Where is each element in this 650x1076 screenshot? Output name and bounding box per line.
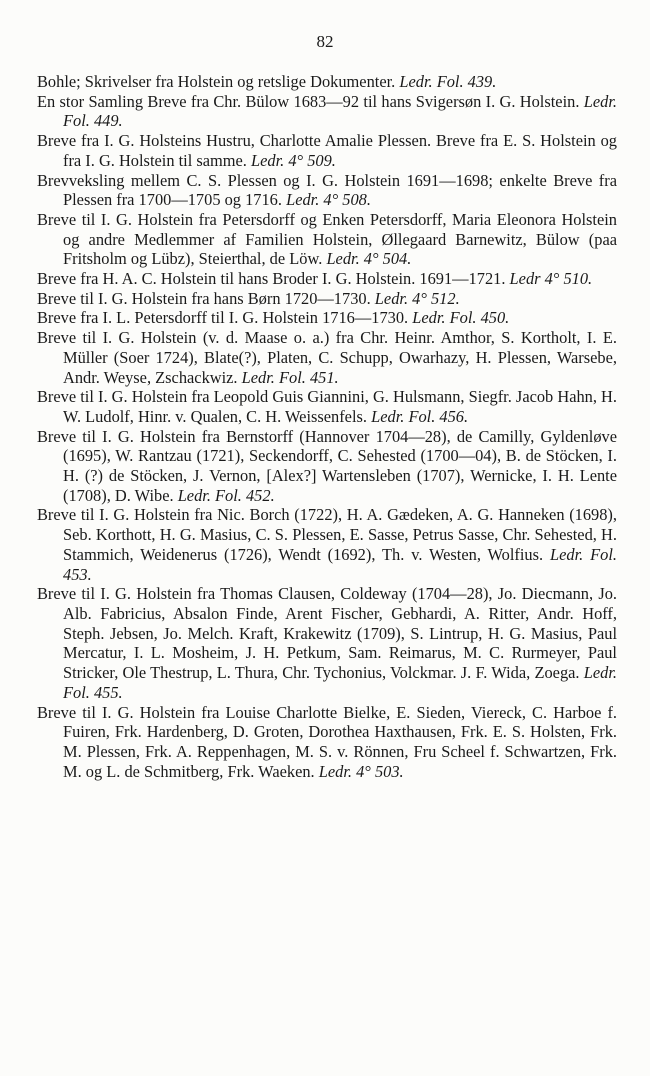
catalog-entry — [37, 584, 617, 702]
catalog-entry — [37, 387, 617, 426]
catalog-entry — [37, 269, 617, 289]
entry-text: Breve til I. G. Holstein fra hans Børn 1720—1730. — [37, 288, 371, 308]
entry-reference: Ledr. 4° 504. — [326, 249, 412, 269]
entry-reference: Ledr 4° 510. — [509, 269, 593, 289]
entry-reference: Ledr. 4° 503. — [318, 761, 404, 781]
entry-reference: Ledr. Fol. 452. — [177, 485, 275, 505]
catalog-entry — [37, 131, 617, 170]
entry-reference: Ledr. Fol. 451. — [241, 367, 339, 387]
catalog-entry — [37, 328, 617, 387]
catalog-entry — [37, 210, 617, 269]
entry-reference: Ledr. 4° 512. — [374, 288, 460, 308]
catalog-entry — [37, 289, 617, 309]
catalog-entry — [37, 505, 617, 584]
entry-text: Breve til I. G. Holstein fra Bernstorff (Hannover 1704—28), de Camilly, Gyldenløve (1695), W. Rantzau (1721), Seckendorff, C. Sehested (1700—04), B. de Stöcken, I. H. (?) de Stöcken, J. Vernon, [Alex?] Wartensleben (1707), Wernicke, I. H. Lente (1708), D. Wibe. — [37, 426, 617, 505]
entry-text: Breve til I. G. Holstein fra Nic. Borch (1722), H. A. Gædeken, A. G. Hanneken (1698), Seb. Korthott, H. G. Masius, C. S. Plessen, E. Sasse, Petrus Sasse, Chr. Sehested, H. Stammich, Weidenerus (1726), Wendt (1692), Th. v. Westen, Wolfius. — [37, 505, 617, 564]
catalog-entry — [37, 308, 617, 328]
entry-text: En stor Samling Breve fra Chr. Bülow 1683—92 til hans Svigersøn I. G. Holstein. — [37, 91, 580, 111]
catalog-entry — [37, 72, 617, 92]
entry-text: Breve til I. G. Holstein fra Louise Charlotte Bielke, E. Sieden, Viereck, C. Harboe f. Fuiren, Frk. Hardenberg, D. Groten, Dorothea Haxthausen, Frk. E. S. Holsten, Frk. M. Plessen, Frk. A. Reppenhagen, M. S. v. Rönnen, Fru Scheel f. Schwartzen, Frk. M. og L. de Schmitberg, Frk. Waeken. — [37, 702, 617, 781]
entry-reference: Ledr. Fol. 439. — [399, 72, 497, 91]
catalog-entry — [37, 92, 617, 131]
entry-reference: Ledr. Fol. 453. — [63, 544, 617, 584]
catalog-entry — [37, 703, 617, 782]
entry-reference: Ledr. Fol. 449. — [63, 91, 617, 131]
entry-text: Breve til I. G. Holstein fra Petersdorff og Enken Petersdorff, Maria Eleonora Holstein og andre Medlemmer af Familien Holstein, Øllegaard Barnewitz, Bülow (paa Fritsholm og Lübz), Steierthal, de Löw. — [37, 209, 617, 269]
entry-text: Bohle; Skrivelser fra Holstein og retslige Dokumenter. — [37, 72, 396, 91]
entry-reference: Ledr. 4° 508. — [286, 190, 371, 210]
entry-reference: Ledr. Fol. 456. — [371, 406, 469, 426]
entry-reference: Ledr. Fol. 450. — [412, 308, 510, 328]
entry-text: Breve fra I. G. Holsteins Hustru, Charlotte Amalie Plessen. Breve fra E. S. Holstein og fra I. G. Holstein til samme. — [37, 131, 617, 170]
entry-text: Breve til I. G. Holstein (v. d. Maase o. a.) fra Chr. Heinr. Amthor, S. Kortholt, I. E. Müller (Soer 1724), Blate(?), Platen, C. Schupp, Owarhazy, H. Plessen, Warsebe, Andr. Weyse, Zschackwiz. — [37, 328, 617, 387]
catalog-entry — [37, 427, 617, 506]
page-number: 82 — [316, 32, 334, 51]
entry-text: Breve fra H. A. C. Holstein til hans Broder I. G. Holstein. 1691—1721. — [37, 269, 506, 289]
entry-text: Breve fra I. L. Petersdorff til I. G. Holstein 1716—1730. — [37, 308, 409, 328]
entry-text: Breve til I. G. Holstein fra Leopold Guis Giannini, G. Hulsmann, Siegfr. Jacob Hahn, H. W. Ludolf, Hinr. v. Qualen, C. H. Weissenfels. — [37, 387, 617, 426]
entry-reference: Ledr. Fol. 455. — [63, 663, 617, 702]
catalog-entries — [37, 72, 617, 781]
entry-text: Breve til I. G. Holstein fra Thomas Clausen, Coldeway (1704—28), Jo. Diecmann, Jo. Alb. Fabricius, Absalon Finde, Arent Fischer, Gebhardi, A. Ritter, Andr. Hoff, Steph. Jebsen, Jo. Melch. Kraft, Krakewitz (1709), S. Lintrup, H. G. Masius, Paul Mercatur, I. L. Mosheim, J. H. Petkum, Sam. Reimarus, M. C. Rurmeyer, Paul Stricker, Ole Thestrup, L. Thura, Chr. Tychonius, Volckmar. J. F. Wida, Zoega. — [37, 584, 617, 683]
catalog-entry — [37, 171, 617, 210]
entry-reference: Ledr. 4° 509. — [251, 150, 336, 170]
entry-text: Brevveksling mellem C. S. Plessen og I. G. Holstein 1691—1698; enkelte Breve fra Plessen fra 1700—1705 og 1716. — [37, 170, 617, 210]
